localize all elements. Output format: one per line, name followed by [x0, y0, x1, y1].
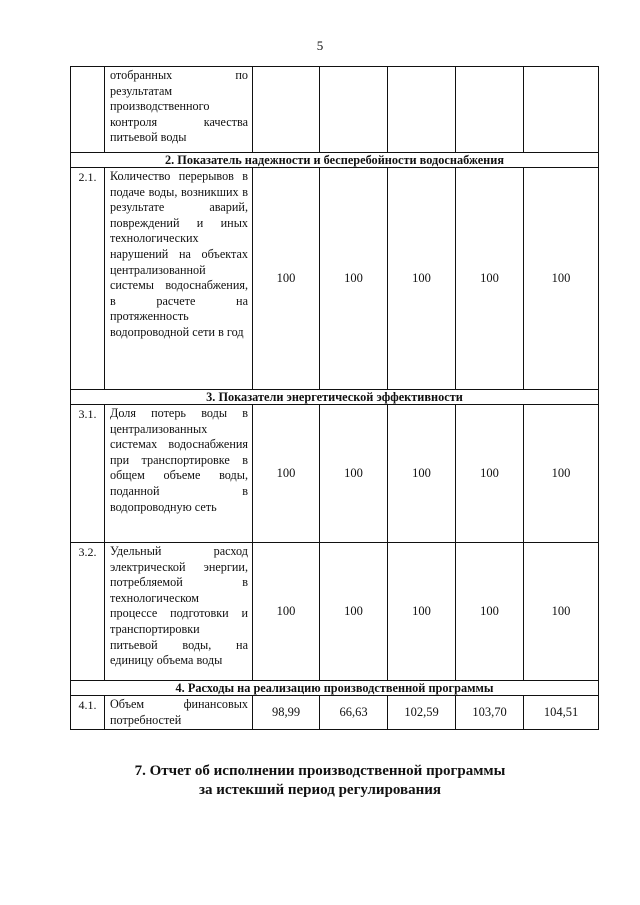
table-row	[71, 168, 599, 390]
value-cell: 100	[456, 405, 524, 543]
table-row	[71, 696, 599, 730]
row-number-cell: 2.1.	[71, 168, 105, 390]
row-number-cell	[71, 67, 105, 153]
section-heading-line: 7. Отчет об исполнении производственной программы	[134, 763, 506, 779]
value-cell: 104,51	[524, 696, 599, 730]
table-row	[71, 67, 599, 153]
table-row	[71, 405, 599, 543]
value-cell	[388, 67, 456, 153]
value-cell: 100	[388, 543, 456, 681]
value-cell	[524, 67, 599, 153]
value-cell: 103,70	[456, 696, 524, 730]
section-heading	[0, 762, 640, 800]
value-cell	[456, 67, 524, 153]
section-header-row	[71, 681, 599, 696]
value-cell: 66,63	[320, 696, 388, 730]
row-number-cell: 4.1.	[71, 696, 105, 730]
value-cell: 100	[524, 543, 599, 681]
section-header-row	[71, 153, 599, 168]
value-cell: 98,99	[253, 696, 320, 730]
value-cell: 100	[456, 168, 524, 390]
value-cell: 100	[388, 168, 456, 390]
table-row	[71, 543, 599, 681]
row-number-cell: 3.1.	[71, 405, 105, 543]
value-cell: 100	[388, 405, 456, 543]
value-cell: 100	[320, 168, 388, 390]
section-title: 2. Показатель надежности и бесперебойности водоснабжения	[71, 153, 599, 168]
section-header-row	[71, 390, 599, 405]
indicator-cell: Объем финансовых потребностей	[105, 696, 253, 730]
row-number-cell: 3.2.	[71, 543, 105, 681]
page-number: 5	[316, 38, 324, 53]
value-cell: 100	[253, 405, 320, 543]
indicator-cell: отобранных по результатам производственного контроля качества питьевой воды	[105, 67, 253, 153]
value-cell: 100	[524, 168, 599, 390]
value-cell	[253, 67, 320, 153]
indicator-cell: Количество перерывов в подаче воды, возникших в результате аварий, повреждений и иных технологических нарушений на объектах централизованной системы водоснабжения, в расчете на протяженность водопроводной сети в год	[105, 168, 253, 390]
value-cell: 100	[524, 405, 599, 543]
indicator-cell: Удельный расход электрической энергии, потребляемой в технологическом процессе подготовки и транспортировки питьевой воды, на единицу объема воды	[105, 543, 253, 681]
section-heading-line: за истекший период регулирования	[198, 782, 442, 798]
value-cell: 100	[456, 543, 524, 681]
value-cell: 100	[253, 168, 320, 390]
value-cell: 100	[253, 543, 320, 681]
value-cell: 102,59	[388, 696, 456, 730]
section-title: 4. Расходы на реализацию производственной программы	[71, 681, 599, 696]
value-cell: 100	[320, 405, 388, 543]
indicators-table	[70, 66, 599, 730]
value-cell	[320, 67, 388, 153]
indicator-cell: Доля потерь воды в централизованных системах водоснабжения при транспортировке в общем объеме воды, поданной в водопроводную сеть	[105, 405, 253, 543]
value-cell: 100	[320, 543, 388, 681]
section-title: 3. Показатели энергетической эффективности	[71, 390, 599, 405]
